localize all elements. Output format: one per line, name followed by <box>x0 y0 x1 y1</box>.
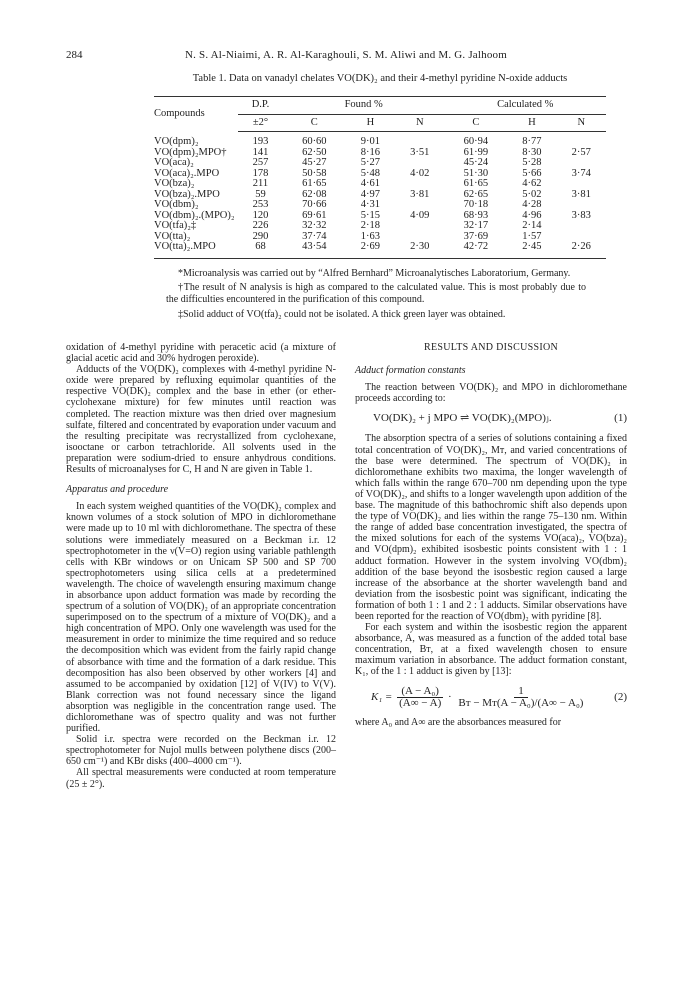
table-row <box>154 242 606 258</box>
cell-compound: VO(dbm)₂ <box>154 199 199 210</box>
cell-dp: 120 <box>252 209 269 221</box>
cell-fn <box>395 132 444 148</box>
cell-fh: 5·27 <box>360 157 381 168</box>
cell-ch: 4·62 <box>522 178 542 189</box>
cell-compound: VO(aca)₂ <box>154 157 194 168</box>
cell-compound: VO(dpm)₂MPO† <box>154 146 227 158</box>
cell-fh: 4·61 <box>360 178 381 189</box>
cell-dp: 59 <box>255 188 266 200</box>
cell-ch: 4·28 <box>522 199 542 210</box>
header-found: Found % <box>283 97 445 115</box>
cell-cn: 3·74 <box>571 167 591 179</box>
cell-dp: 257 <box>252 157 269 168</box>
cell-cn <box>557 221 606 232</box>
cell-cc: 61·99 <box>463 146 489 158</box>
cell-fc: 43·54 <box>283 242 346 258</box>
left-paragraph-5: All spectral measurements were conducted at room temperature (25 ± 2°). <box>66 767 336 790</box>
cell-ch: 4·96 <box>522 209 542 221</box>
equation-2-fraction-2 <box>454 686 587 709</box>
header-found-c: C <box>283 114 346 132</box>
cell-dp: 290 <box>252 230 269 242</box>
cell-fh: 5·15 <box>360 209 381 221</box>
table-row <box>154 179 606 190</box>
cell-cc: 51·30 <box>463 167 489 179</box>
cell-compound: VO(aca)₂.MPO <box>154 167 220 179</box>
header-calculated: Calculated % <box>444 97 606 115</box>
equation-2-num-1: (A − A₀) <box>397 686 443 698</box>
equation-1-number: (1) <box>614 412 627 425</box>
cell-fh: 1·63 <box>360 230 381 242</box>
cell-fc: 32·32 <box>302 220 327 231</box>
cell-fn: 4·09 <box>410 209 430 221</box>
cell-cc: 60·94 <box>463 136 489 147</box>
equation-2 <box>355 686 627 709</box>
footnote-2: †The result of N analysis is high as compared to the calculated value. This is most probably due to the difficulties encountered in the purification of this compound. <box>166 282 586 306</box>
cell-cc: 70·18 <box>463 199 489 210</box>
cell-cn <box>557 200 606 211</box>
table-row <box>154 200 606 211</box>
cell-fn: 3·81 <box>410 188 430 200</box>
data-table <box>154 96 606 259</box>
cell-ch: 2·45 <box>507 242 556 258</box>
cell-cn <box>557 158 606 169</box>
page-number: 284 <box>66 49 83 61</box>
cell-fc: 45·27 <box>302 157 327 168</box>
cell-cn: 3·83 <box>571 209 591 221</box>
equation-1-body: VO(DK)₂ + j MPO ⇌ VO(DK)₂(MPO)ⱼ. <box>373 412 552 425</box>
cell-fn: 2·30 <box>395 242 444 258</box>
cell-fn: 4·02 <box>410 167 430 179</box>
table-row <box>154 158 606 169</box>
cell-dp: 68 <box>238 242 283 258</box>
cell-fn <box>395 200 444 211</box>
cell-fh: 2·18 <box>360 220 381 231</box>
equation-2-dot: · <box>448 690 452 703</box>
cell-fc: 61·65 <box>302 178 327 189</box>
cell-ch: 5·66 <box>522 167 542 179</box>
table-caption: Table 1. Data on vanadyl chelates VO(DK)₂ and their 4-methyl pyridine N-oxide adducts <box>192 73 568 84</box>
cell-compound: VO(tta)₂.MPO <box>154 242 238 258</box>
running-head: N. S. Al-Niaimi, A. R. Al-Karaghouli, S. M. Aliwi and M. G. Jalhoom <box>184 49 507 61</box>
cell-ch: 5·28 <box>522 157 542 168</box>
cell-ch: 8·77 <box>522 136 542 147</box>
header-calc-h: H <box>507 114 556 132</box>
equation-2-number: (2) <box>614 690 627 703</box>
header-calc-c: C <box>444 114 507 132</box>
table-footnotes <box>166 268 586 321</box>
cell-ch: 8·30 <box>522 146 542 158</box>
adduct-heading: Adduct formation constants <box>355 365 466 377</box>
footnote-3: ‡Solid adduct of VO(tfa)₂ could not be isolated. A thick green layer was obtained. <box>178 308 506 320</box>
right-paragraph-4: where A₀ and A∞ are the absorbances measured for <box>355 716 562 728</box>
cell-dp: 253 <box>252 199 269 210</box>
cell-ch: 1·57 <box>522 230 542 242</box>
cell-fh: 9·01 <box>360 136 381 147</box>
table-row <box>154 221 606 232</box>
table-row <box>154 132 606 148</box>
cell-dp: 226 <box>252 220 269 231</box>
header-compounds: Compounds <box>154 97 238 132</box>
header-dp-unit: ±2° <box>238 114 283 132</box>
cell-compound: VO(dpm)₂ <box>154 135 199 147</box>
cell-cc: 68·93 <box>463 209 489 221</box>
cell-fn <box>395 221 444 232</box>
table-header-row-1 <box>154 97 606 115</box>
cell-cc: 62·65 <box>463 188 489 200</box>
cell-cc: 37·69 <box>463 230 489 242</box>
cell-fh: 2·69 <box>346 242 395 258</box>
cell-fc: 62·50 <box>302 146 327 158</box>
cell-compound: VO(dbm)₂.(MPO)₂ <box>154 209 235 221</box>
apparatus-heading: Apparatus and procedure <box>66 484 169 496</box>
cell-fh: 4·31 <box>360 199 381 210</box>
cell-fc: 60·60 <box>302 136 327 147</box>
cell-cn <box>557 179 606 190</box>
table-body <box>154 132 606 259</box>
cell-ch: 5·02 <box>522 188 542 200</box>
header-dp: D.P. <box>238 97 283 115</box>
cell-cc: 42·72 <box>444 242 507 258</box>
right-paragraph-3: For each system and within the isosbestic region the apparent absorbance, A, was measured as a function of the added total base concentration, Bᴛ, at a fixed wavelength chosen to ensure maximum variation in absorbance. The adduct formation constant, K₁, of the 1 : 1 adduct is given by [13]: <box>355 622 627 678</box>
cell-cc: 61·65 <box>463 178 489 189</box>
cell-dp: 211 <box>252 178 269 189</box>
equation-2-den-2: Bᴛ − Mᴛ(A − A₀)/(A∞ − A₀) <box>458 696 584 709</box>
cell-ch: 2·14 <box>522 220 542 231</box>
cell-cn: 3·81 <box>571 188 591 200</box>
cell-fh: 5·48 <box>360 167 381 179</box>
cell-compound: VO(tta)₂ <box>154 230 191 242</box>
left-column <box>66 342 336 790</box>
cell-fc: 70·66 <box>302 199 327 210</box>
cell-dp: 178 <box>252 167 269 179</box>
right-paragraph-2: The absorption spectra of a series of solutions containing a fixed total concentration of VO(DK)₂, Mᴛ, and varied concentrations of the base were determined. The spectrum of VO(DK)₂ in dichloromethane exhibits two maxima, the longer wavelength of which falls within the range 670–700 nm depending upon the type of VO(DK)₂, and shifts to a longer wavelength upon addition of the base. The magnitude of this bathochromic shift also depends upon the type of VO(DK)₂ and lies within the range 75–130 nm. Within the range of added base concentration investigated, the spectra of the mixed solutions for each of the systems VO(aca)₂, VO(bza)₂ and VO(dpm)₂ exhibited isosbestic points consistent with 1 : 1 adduct formation. However in the system involving VO(dbm)₂ addition of the base beyond the isosbestic region caused a large increase of the absorbance at the shorter wavelength band and deviation from the isosbestic point was significant, indicating the formation of both 1 : 1 and 2 : 1 adducts. Similar observations have been reported for the reaction of VO(dbm)₂ with pyridine [8]. <box>355 433 627 622</box>
cell-cc: 45·24 <box>463 157 489 168</box>
right-paragraph-1: The reaction between VO(DK)₂ and MPO in dichloromethane proceeds according to: <box>355 382 627 405</box>
header-found-h: H <box>346 114 395 132</box>
cell-cc: 32·17 <box>463 220 489 231</box>
footnote-1: *Microanalysis was carried out by “Alfred Bernhard” Microanalytisches Laboratorium, Germany. <box>178 268 571 279</box>
cell-dp: 141 <box>252 146 269 158</box>
cell-fc: 37·74 <box>302 230 327 242</box>
equation-2-fraction-1 <box>395 686 445 709</box>
cell-dp: 193 <box>252 136 269 147</box>
cell-fn <box>395 158 444 169</box>
cell-cn: 2·26 <box>557 242 606 258</box>
left-paragraph-4: Solid i.r. spectra were recorded on the Beckman i.r. 12 spectrophotometer for Nujol mulls between polythene discs (200–650 cm⁻¹) and KBr disks (400–4000 cm⁻¹). <box>66 734 336 768</box>
left-paragraph-2: Adducts of the VO(DK)₂ complexes with 4-methyl pyridine N-oxide were prepared by refluxing equimolar quantities of the respective VO(DK)₂ complex and the base in ether (or ether-cyclohexane mixture) for few minutes until reaction was completed. The reaction mixture was then dried over magnesium sulfate, filtered and concentrated by evaporation under vacuum and the resulting precipitate was recrystallized from cyclohexane, isooctane or carbon tetrachloride. All solvents used in the preparation were sodium-dried to ensure anhydrous conditions. Results of microanalyses for C, H and N are given in Table 1. <box>66 364 336 476</box>
cell-compound: VO(bza)₂.MPO <box>154 188 220 200</box>
equation-2-lhs: K₁ = <box>371 690 393 703</box>
cell-compound: VO(bza)₂ <box>154 178 195 189</box>
equation-2-num-2: 1 <box>514 686 528 698</box>
left-paragraph-1: oxidation of 4-methyl pyridine with peracetic acid (a mixture of glacial acetic acid and 30% hydrogen peroxide). <box>66 342 336 365</box>
cell-fc: 62·08 <box>302 188 327 200</box>
header-calc-n: N <box>557 114 606 132</box>
cell-fh: 8·16 <box>360 146 381 158</box>
cell-cn: 2·57 <box>571 146 591 158</box>
cell-fc: 50·58 <box>302 167 327 179</box>
cell-cn <box>557 132 606 148</box>
left-paragraph-3: In each system weighed quantities of the VO(DK)₂ complex and known volumes of a stock solution of MPO in dichloromethane were made up to 10 ml with dichloromethane. The spectra of these solutions were immediately measured on a Beckman i.r. 12 spectrophotometer in the ν(V=O) region using variable pathlength cells with KBr windows or on Unicam SP 500 and SP 700 spectrophotometers using silica cells at a predetermined wavelength. The choice of wavelength ensuring maximum change in absorbance upon adduct formation was made by recording the spectrum of a solution of VO(DK)₂ of an appropriate concentration superimposed on to the spectrum of a mixture of VO(DK)₂ and a high concentration of MPO. Only one wavelength was used for the measurement in order to minimize the time required and so reduce the decomposition which was evident from the fairly rapid change of absorbance with time and the formation of a dark residue. This decomposition has also been observed by other workers [4] and assumed to be accompanied by oxidation [12] of V(IV) to V(V). Blank correction was not found necessary since the ligand absorption was negligible in the concentration range used. The dichloromethane was of spectro quality and was not further purified. <box>66 501 336 735</box>
equation-2-den-1: (A∞ − A) <box>399 696 442 709</box>
cell-fc: 69·61 <box>302 209 327 221</box>
equation-1 <box>355 413 627 424</box>
cell-fh: 4·97 <box>360 188 381 200</box>
cell-fn <box>395 179 444 190</box>
cell-fn: 3·51 <box>410 146 430 158</box>
results-section-heading: RESULTS AND DISCUSSION <box>423 342 559 353</box>
header-found-n: N <box>395 114 444 132</box>
cell-compound: VO(tfa)₂‡ <box>154 220 197 231</box>
right-column <box>355 342 627 728</box>
